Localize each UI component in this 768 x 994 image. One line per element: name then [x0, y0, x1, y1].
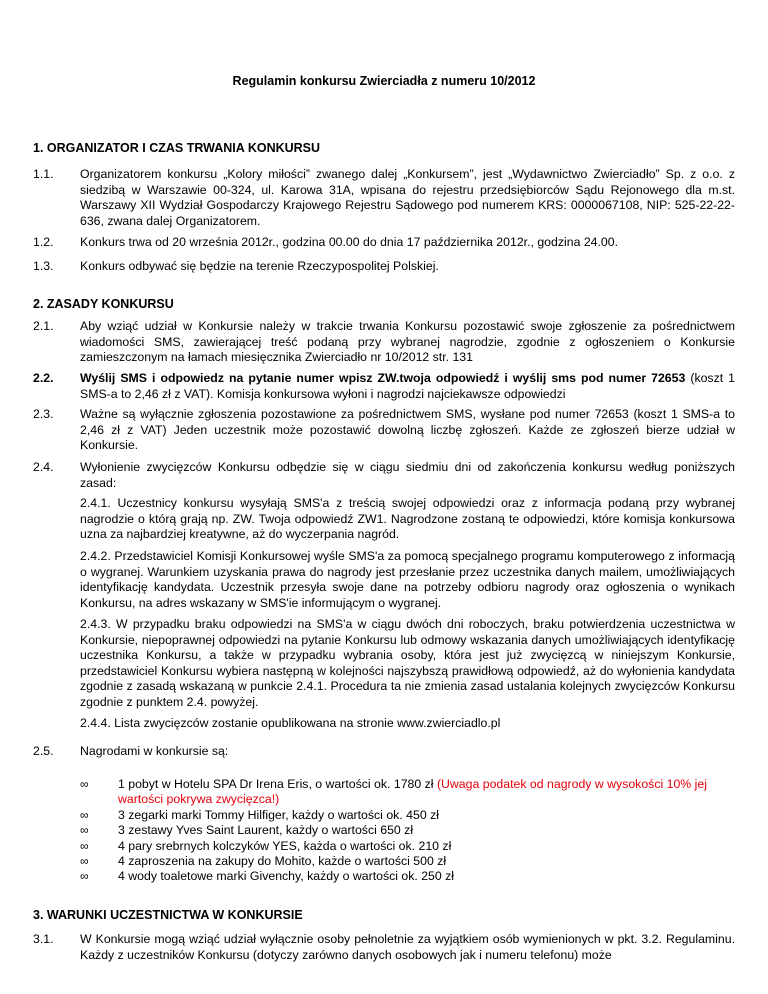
paragraph-text: Nagrodami w konkursie są: [80, 744, 229, 758]
sms-cost-note: (koszt 1 SMS-a to 2,46 zł z VAT). Komisja konkursowa wyłoni i nagrodzi najciekawsze odpowiedzi [80, 371, 736, 401]
paragraph-number: 2.1. [33, 319, 54, 333]
infinity-bullet-icon: ∞ [80, 869, 89, 884]
paragraph-2-1 [33, 319, 735, 366]
paragraph-2-4 [33, 460, 735, 491]
list-item [80, 808, 720, 823]
paragraph-text: Ważne są wyłącznie zgłoszenia pozostawione za pośrednictwem SMS, wysłane pod numer 72653 (koszt 1 SMS-a to 2,46 zł z VAT) Jeden uczestnik może pozostawić dowolną liczbę zgłoszeń. Każde ze zgłoszeń bierze udział w Konkursie. [80, 407, 735, 453]
paragraph-text: W Konkursie mogą wziąć udział wyłącznie osoby pełnoletnie za wyjątkiem osób wymienionych w pkt. 3.2. Regulaminu. Każdy z uczestników Konkursu (dotyczy zarówno danych osobowych jak i numeru telefonu) może [80, 932, 735, 962]
tax-warning-note: (Uwaga podatek od nagrody w wysokości 10% jej wartości pokrywa zwycięzca!) [118, 777, 707, 807]
prize-list [80, 777, 720, 885]
list-item [80, 839, 720, 854]
paragraph-text [80, 371, 735, 402]
prize-text: 4 wody toaletowe marki Givenchy, każdy o wartości ok. 250 zł [118, 869, 455, 884]
paragraph-number: 1.2. [33, 235, 54, 249]
paragraph-number: 2.2. [33, 371, 54, 385]
infinity-bullet-icon: ∞ [80, 854, 89, 869]
infinity-bullet-icon: ∞ [80, 823, 89, 838]
paragraph-number: 1.1. [33, 167, 54, 181]
subparagraph-2-4-2: 2.4.2. Przedstawiciel Komisji Konkursowej wyśle SMS'a za pomocą specjalnego programu komputerowego z informacją o wygranej. Warunkiem uzyskania prawa do nagrody jest przesłanie przez uczestnika danych mailem, umożliwiających identyfikację kandydata. Uczestnik przesyła swoje dane na potrzeby odbioru nagrody oraz ogłoszenia o wynikach Konkursu, na adres wskazany w SMS'ie informującym o wygranej. [80, 549, 735, 610]
paragraph-1-2 [33, 235, 735, 251]
list-item [80, 777, 720, 808]
list-item [80, 869, 720, 884]
paragraph-3-1 [33, 932, 735, 963]
subparagraph-2-4-3: 2.4.3. W przypadku braku odpowiedzi na SMS'a w ciągu dwóch dni roboczych, braku potwierdzenia uczestnictwa w Konkursie, niepoprawnej odpowiedzi na pytanie Konkursu lub odmowy wskazania danych umożliwiających identyfikację uczestnika Konkursu, a także w przypadku wybrania osoby, która jest już zwycięzcą w niniejszym Konkursie, przedstawiciel Konkursu wybiera następną w kolejności najszybszą prawidłową odpowiedź, aż do wyłonienia kandydata zgodnie z zasadą wskazaną w punkcie 2.4.1. Procedura ta nie zmienia zasad ustalania kolejnych zwycięzców Konkursu zgodnie z punktem 2.4. powyżej. [80, 617, 735, 709]
paragraph-text: Wyłonienie zwycięzców Konkursu odbędzie się w ciągu siedmiu dni od zakończenia konkursu według poniższych zasad: [80, 460, 735, 490]
section-1-heading: 1. ORGANIZATOR I CZAS TRWANIA KONKURSU [33, 141, 321, 155]
infinity-bullet-icon: ∞ [80, 838, 89, 853]
paragraph-number: 3.1. [33, 932, 54, 946]
paragraph-text: Aby wziąć udział w Konkursie należy w trakcie trwania Konkursu pozostawić swoje zgłoszenie za pośrednictwem wiadomości SMS, zawierającej treść podaną przy wybranej nagrodzie, zgodnie z ogłoszeniem o Konkursie zamieszczonym na łamach miesięcznika Zwierciadło nr 10/2012 str. 131 [80, 319, 735, 365]
paragraph-2-5 [33, 744, 735, 760]
paragraph-number: 2.3. [33, 407, 54, 421]
prize-text: 3 zegarki marki Tommy Hilfiger, każdy o wartości ok. 450 zł [118, 807, 439, 822]
infinity-bullet-icon: ∞ [80, 777, 89, 791]
prize-text: 3 zestawy Yves Saint Laurent, każdy o wartości 650 zł [118, 823, 414, 838]
section-3-heading: 3. WARUNKI UCZESTNICTWA W KONKURSIE [33, 908, 303, 922]
page-title: Regulamin konkursu Zwierciadła z numeru 10/2012 [232, 74, 536, 88]
subparagraph-2-4-1: 2.4.1. Uczestnicy konkursu wysyłają SMS'a z treścią swojej odpowiedzi oraz z informacja podaną przy wybranej nagrodzie o którą grają np. ZW. Twoja odpowiedź ZW1. Nagrodzone zostaną te odpowiedzi, które komisja konkursowa uzna za najbardziej kreatywne, aż do wyczerpania nagród. [80, 496, 735, 542]
paragraph-1-3 [33, 259, 735, 275]
paragraph-2-2 [33, 371, 735, 402]
prize-text: 4 pary srebrnych kolczyków YES, każda o wartości ok. 210 zł [118, 838, 452, 853]
prize-text: 1 pobyt w Hotelu SPA Dr Irena Eris, o wartości ok. 1780 zł [118, 777, 437, 791]
infinity-bullet-icon: ∞ [80, 807, 89, 822]
paragraph-number: 2.5. [33, 744, 54, 758]
subparagraph-2-4-4: 2.4.4. Lista zwycięzców zostanie opublikowana na stronie www.zwierciadlo.pl [80, 716, 501, 730]
paragraph-text: Konkurs trwa od 20 września 2012r., godzina 00.00 do dnia 17 października 2012r., godzina 24.00. [80, 235, 619, 249]
list-item [80, 854, 720, 869]
sms-instruction: Wyślij SMS i odpowiedz na pytanie numer wpisz ZW.twoja odpowiedź i wyślij sms pod numer 72653 [80, 371, 686, 385]
prize-text: 4 zaproszenia na zakupy do Mohito, każde o wartości 500 zł [118, 854, 447, 869]
paragraph-text: Konkurs odbywać się będzie na terenie Rzeczypospolitej Polskiej. [80, 259, 439, 273]
paragraph-number: 2.4. [33, 460, 54, 474]
list-item [80, 823, 720, 838]
section-2-heading: 2. ZASADY KONKURSU [33, 297, 174, 311]
paragraph-2-3 [33, 407, 735, 454]
paragraph-number: 1.3. [33, 259, 54, 273]
paragraph-text: Organizatorem konkursu „Kolory miłości” zwanego dalej „Konkursem”, jest „Wydawnictwo Zwierciadło” Sp. z o.o. z siedzibą w Warszawie 00-324, ul. Karowa 31A, wpisana do rejestru przedsiębiorców Sądu Rejonowego dla m.st. Warszawy XII Wydział Gospodarczy Krajowego Rejestru Sądowego pod numerem KRS: 0000067108, NIP: 525-22-22-636, zwana dalej Organizatorem. [80, 167, 735, 228]
paragraph-1-1 [33, 167, 735, 229]
